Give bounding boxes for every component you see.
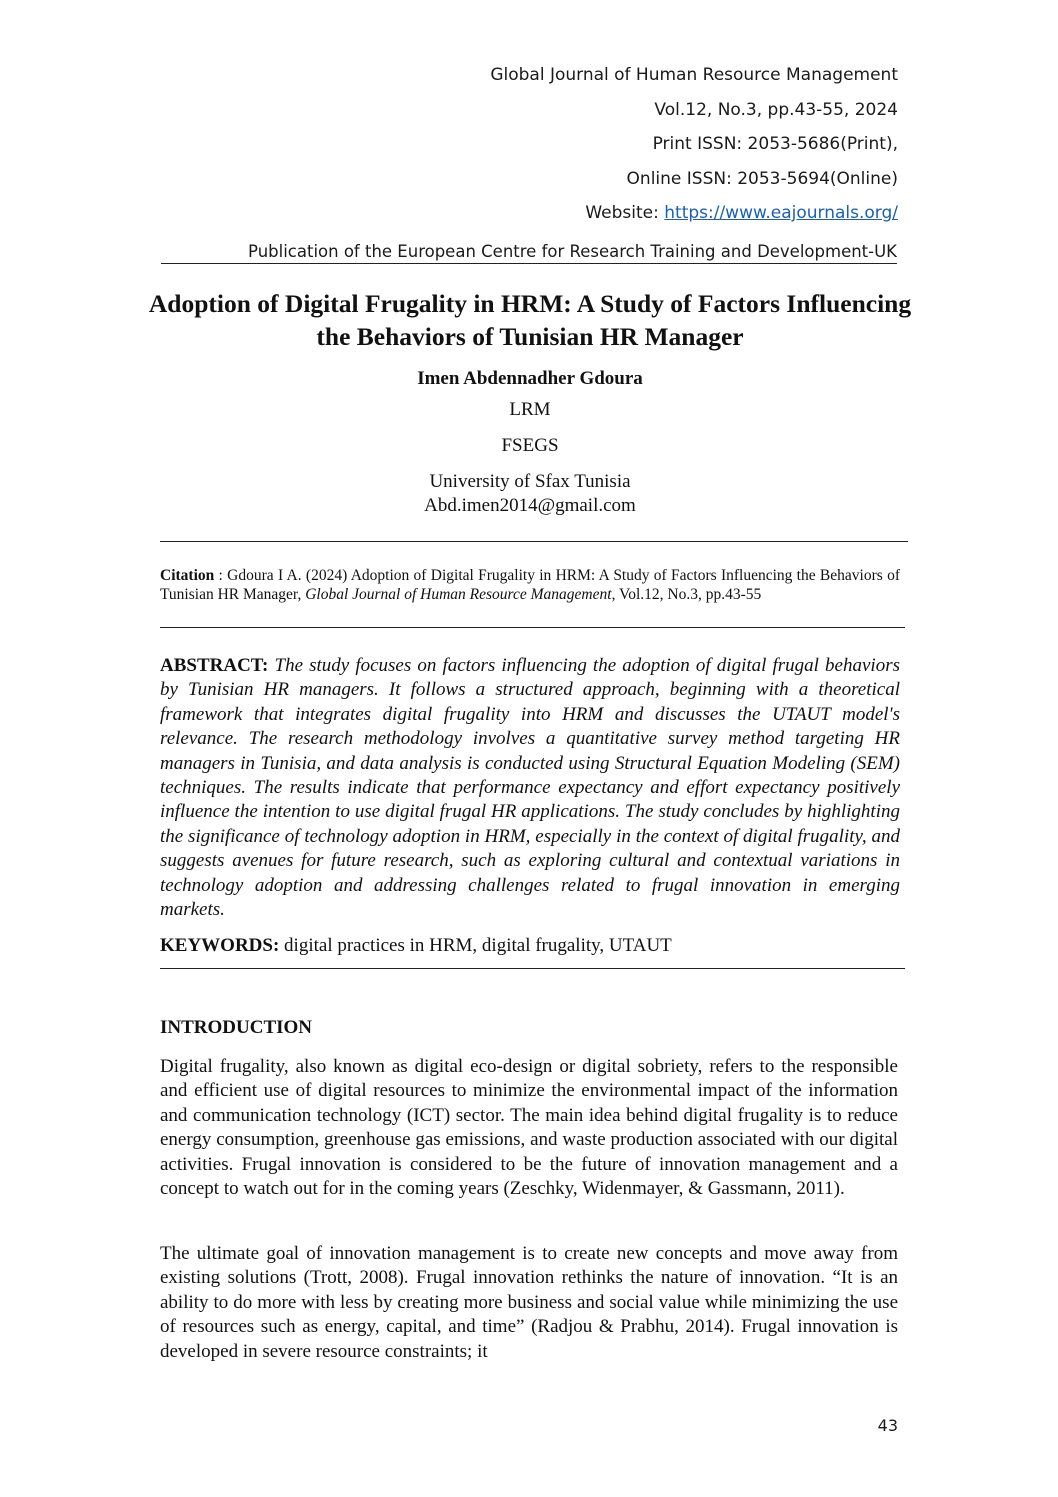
citation-label: Citation xyxy=(160,567,215,584)
keywords-label: KEYWORDS: xyxy=(160,935,280,956)
abstract-label: ABSTRACT: xyxy=(160,655,269,676)
keywords-text: digital practices in HRM, digital frugality, UTAUT xyxy=(279,935,672,956)
divider-citation xyxy=(160,627,905,628)
print-issn: Print ISSN: 2053-5686(Print), xyxy=(652,134,898,154)
publisher-line: Publication of the European Centre for Research Training and Development-UK xyxy=(161,241,897,264)
introduction-heading: INTRODUCTION xyxy=(160,1017,313,1038)
author-name: Imen Abdennadher Gdoura xyxy=(417,368,643,389)
volume-info: Vol.12, No.3, pp.43-55, 2024 xyxy=(654,99,898,120)
introduction-paragraph: Digital frugality, also known as digital eco-design or digital sobriety, refers to the responsible and efficient use of digital resources to minimize the environmental impact of the information and communication technology (ICT) sector. The main idea behind digital frugality is to reduce energy consumption, greenhouse gas emissions, and waste production associated with our digital activities. Frugal innovation is considered to be the future of innovation management and a concept to watch out for in the coming years (Zeschky, Widenmayer, & Gassmann, 2011). xyxy=(160,1056,898,1200)
page-number: 43 xyxy=(877,1416,898,1435)
affiliation-faculty: FSEGS xyxy=(501,435,559,456)
website-link[interactable]: https://www.eajournals.org/ xyxy=(664,203,898,223)
divider-top xyxy=(160,541,908,542)
website-label: Website: xyxy=(585,203,665,223)
abstract-text: The study focuses on factors influencing the adoption of digital frugal behaviors by Tunisian HR managers. It follows a structured approach, beginning with a theoretical framework that integrates digital frugality into HRM and discusses the UTAUT model's relevance. The research methodology involves a quantitative survey method targeting HR managers in Tunisia, and data analysis is conducted using Structural Equation Modeling (SEM) techniques. The results indicate that performance expectancy and effort expectancy positively influence the intention to use digital frugal HR applications. The study concludes by highlighting the significance of technology adoption in HRM, especially in the context of digital frugality, and suggests avenues for future research, such as exploring cultural and contextual variations in technology adoption and addressing challenges related to frugal innovation in emerging markets. xyxy=(160,655,900,921)
keywords-block xyxy=(160,934,900,958)
affiliation-university: University of Sfax Tunisia xyxy=(429,471,631,492)
journal-name: Global Journal of Human Resource Management xyxy=(490,65,898,85)
article-title: Adoption of Digital Frugality in HRM: A Study of Factors Influencing the Behaviors of Tunisian HR Manager xyxy=(148,289,912,351)
affiliation-lab: LRM xyxy=(509,399,551,420)
divider-keywords xyxy=(160,968,905,969)
citation-block xyxy=(160,567,900,604)
author-email: Abd.imen2014@gmail.com xyxy=(424,495,636,516)
website-line xyxy=(158,200,898,235)
citation-text-2: , Vol.12, No.3, pp.43-55 xyxy=(611,585,762,603)
abstract-block xyxy=(160,654,900,922)
journal-header xyxy=(158,62,898,235)
citation-journal: Global Journal of Human Resource Management xyxy=(305,585,612,603)
online-issn: Online ISSN: 2053-5694(Online) xyxy=(626,168,898,189)
introduction-paragraph: The ultimate goal of innovation management is to create new concepts and move away from existing solutions (Trott, 2008). Frugal innovation rethinks the nature of innovation. “It is an ability to do more with less by creating more business and social value while minimizing the use of resources such as energy, capital, and time” (Radjou & Prabhu, 2014). Frugal innovation is developed in severe resource constraints; it xyxy=(160,1243,898,1362)
citation-text-1: : Gdoura I A. (2024) Adoption of Digital Frugality in HRM: A Study of Factors Influencing the Behaviors of Tunisian HR Manager, xyxy=(160,567,900,603)
